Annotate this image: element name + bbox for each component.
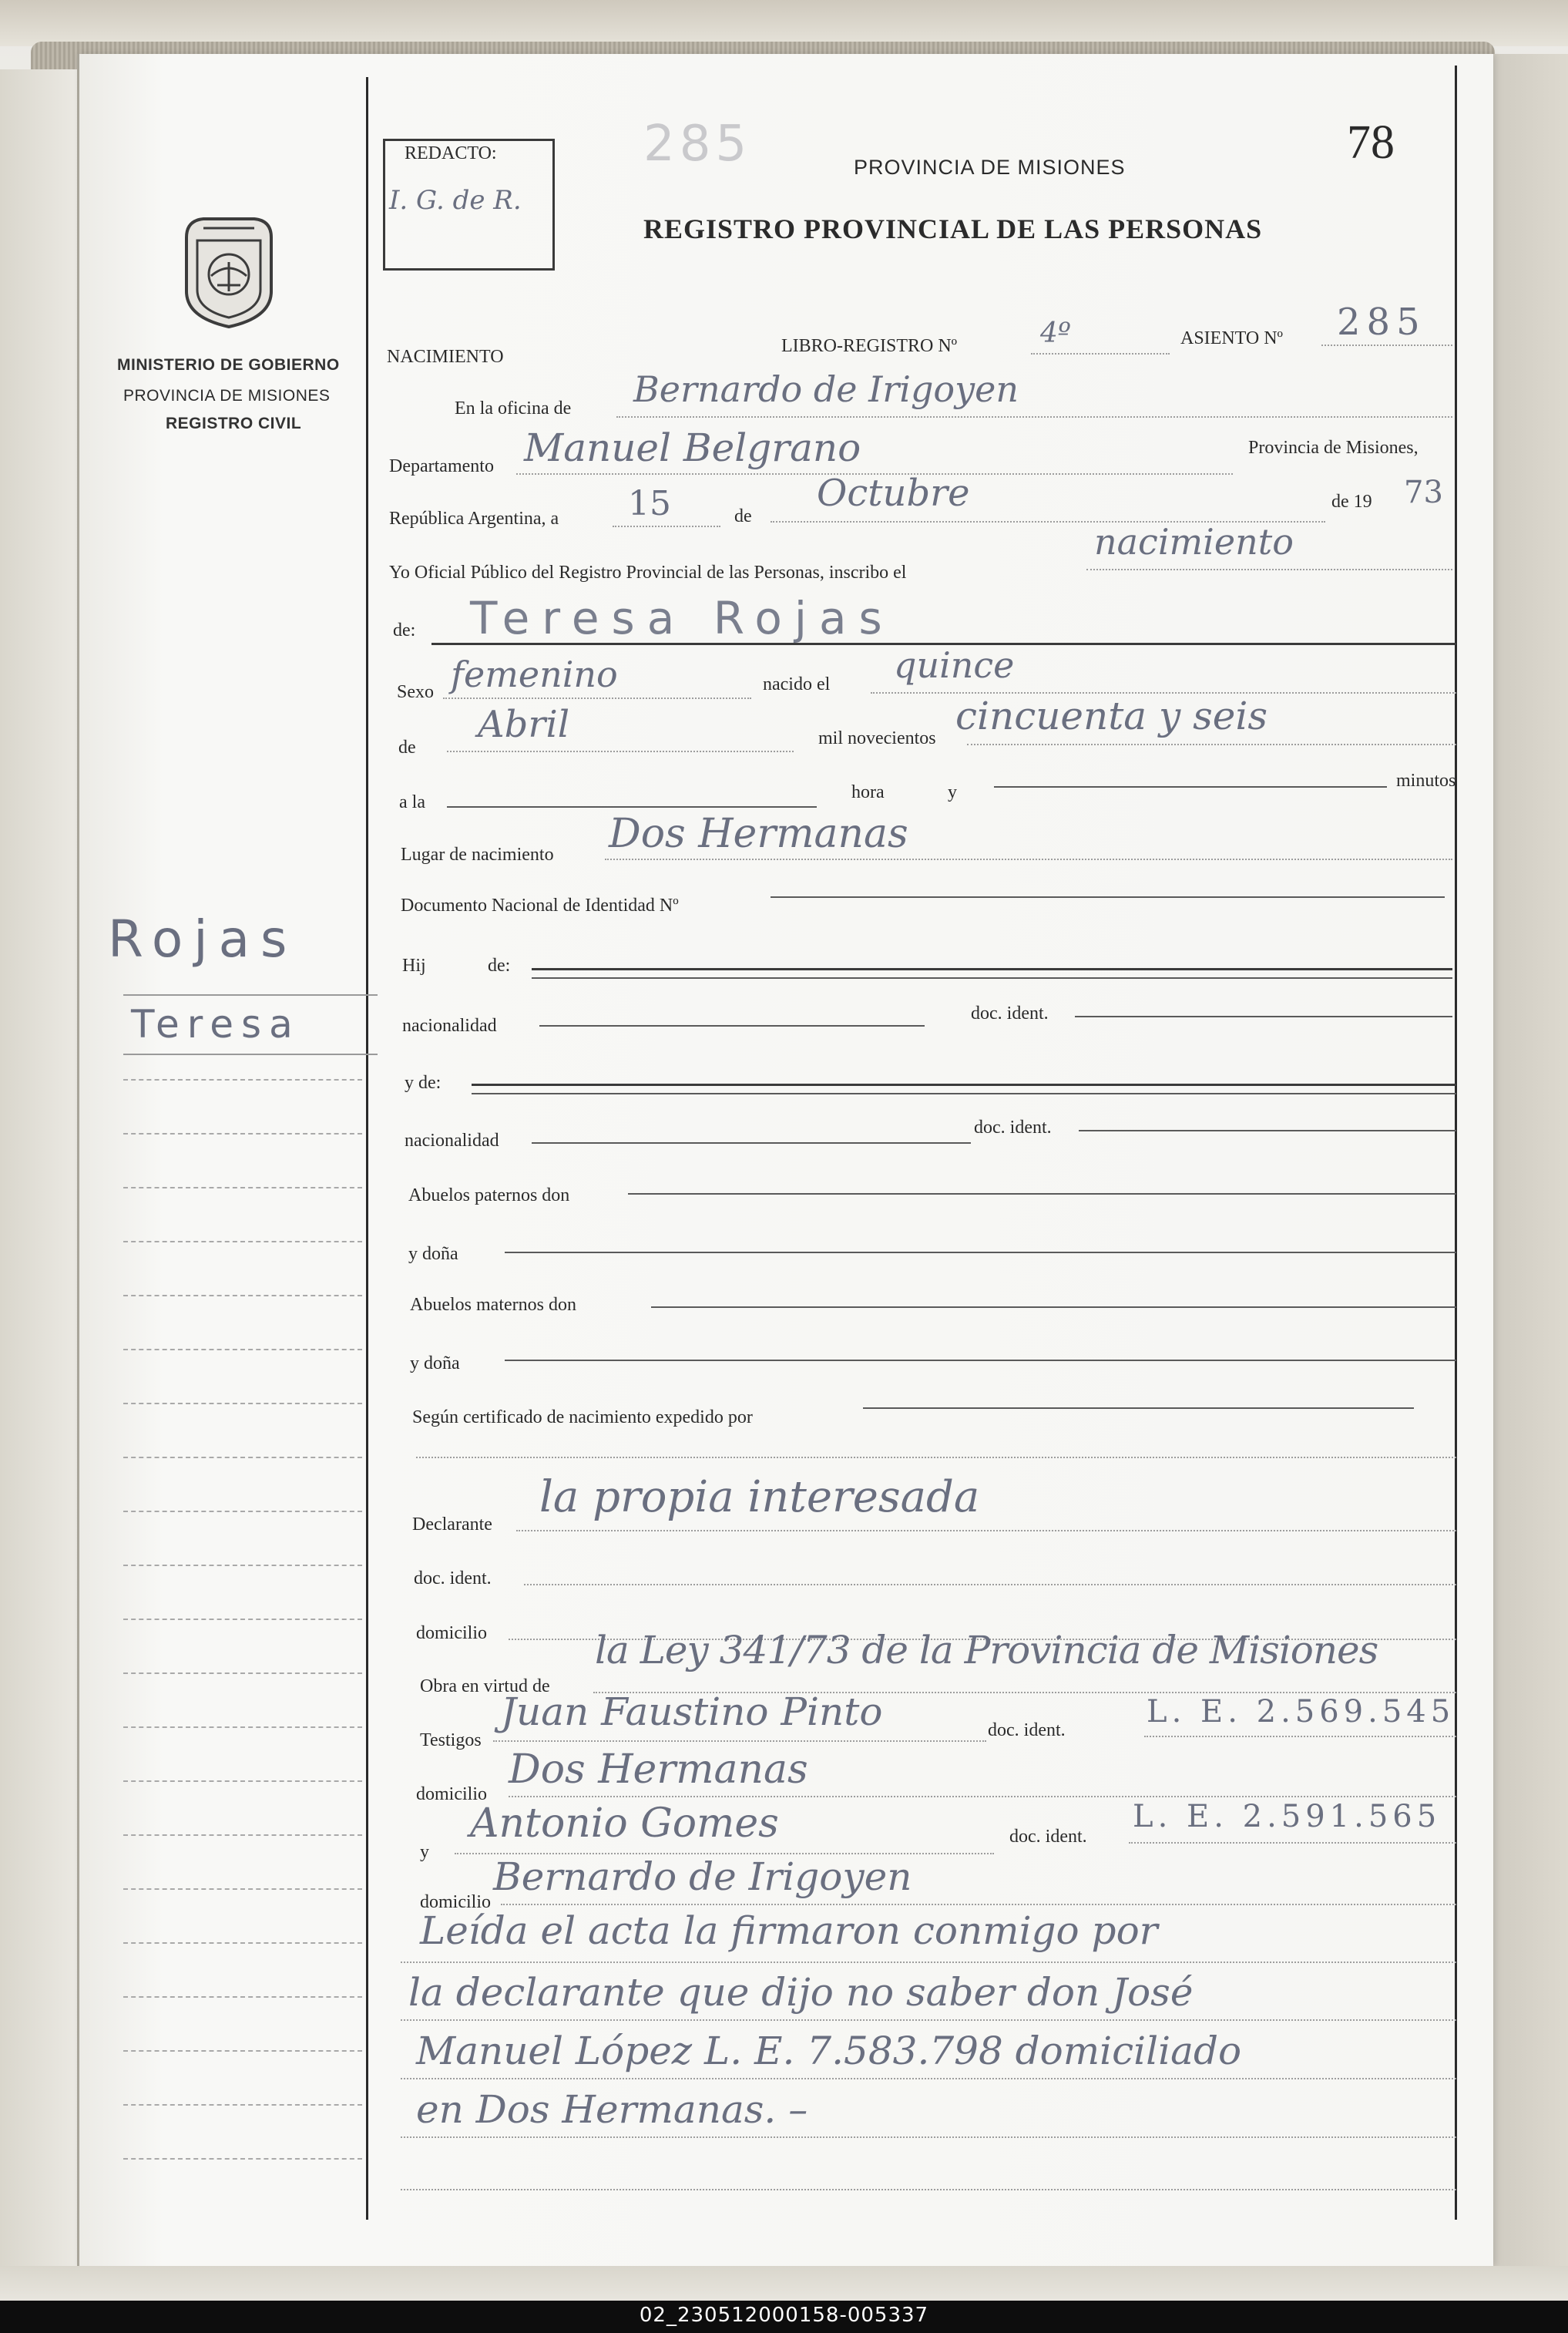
doc-ident-label-4: doc. ident. (988, 1720, 1066, 1740)
ministry-line-1: MINISTERIO DE GOBIERNO (117, 356, 340, 374)
lugar-value: Dos Hermanas (609, 811, 908, 857)
domicilio2-value: Bernardo de Irigoyen (493, 1854, 912, 1899)
ydona-line-2 (505, 1360, 1456, 1361)
documento-label: Documento Nacional de Identidad Nº (401, 896, 679, 916)
abuelos-paternos-line (628, 1193, 1456, 1195)
sexo-value: femenino (451, 654, 618, 695)
testigo1-doc: L. E. 2.569.545 (1147, 1694, 1456, 1730)
ministry-line-3: REGISTRO CIVIL (166, 415, 302, 432)
margin-rule-line (123, 1942, 362, 1944)
observacion-rule-5 (401, 2189, 1456, 2190)
margin-rule-line (123, 1996, 362, 1998)
book-top-edge (0, 0, 1568, 46)
de4-label: de: (488, 956, 511, 976)
margin-rule-line (123, 1672, 362, 1674)
hij-line-2 (532, 977, 1452, 979)
obra-value: la Ley 341/73 de la Provincia de Misiones (595, 1628, 1378, 1672)
redacto-value: I. G. de R. (389, 185, 522, 216)
margin-rule-line (123, 2104, 362, 2106)
documento-line (771, 896, 1445, 898)
de2-label: de: (393, 620, 416, 640)
domicilio-label-3: domicilio (420, 1892, 491, 1912)
observacion-line-2: la declarante que dijo no saber don José (408, 1970, 1194, 2015)
departamento-label: Departamento (389, 456, 494, 476)
nacionalidad-label-1: nacionalidad (402, 1016, 497, 1036)
anio-nac-line (967, 744, 1456, 745)
margin-rule-line (123, 1834, 362, 1836)
libro-label: LIBRO-REGISTRO Nº (781, 336, 958, 356)
abuelos-maternos-label: Abuelos maternos don (410, 1295, 576, 1315)
domicilio2-line (501, 1904, 1456, 1905)
margin-rule-line (123, 2158, 362, 2160)
testigo1-line (493, 1740, 986, 1742)
minutos-label: minutos (1396, 771, 1456, 791)
margin-rule-line (123, 1349, 362, 1350)
oficina-label: En la oficina de (455, 398, 572, 419)
declarante-line (516, 1530, 1456, 1531)
abuelos-paternos-label: Abuelos paternos don (408, 1185, 570, 1205)
nacionalidad-label-2: nacionalidad (405, 1131, 499, 1151)
right-page-edge (1491, 54, 1568, 2266)
domicilio-label-2: domicilio (416, 1784, 487, 1804)
mil-label: mil novecientos (818, 728, 936, 748)
de3-label: de (398, 738, 416, 758)
margin-rule-line (123, 1565, 362, 1566)
margin-name-rule-2 (123, 1054, 378, 1055)
mes-value: Octubre (817, 472, 970, 515)
margin-rule-line (123, 1726, 362, 1728)
margin-rule-line (123, 1457, 362, 1458)
doc-ident-label-3: doc. ident. (414, 1568, 492, 1588)
segun-line-2 (416, 1457, 1456, 1458)
hora-line (447, 806, 817, 808)
observacion-rule-3 (401, 2078, 1456, 2079)
asiento-value: 285 (1337, 301, 1426, 344)
lugar-label: Lugar de nacimiento (401, 845, 554, 865)
testigo2-doc-line (1129, 1842, 1456, 1844)
ydona-label-2: y doña (410, 1353, 460, 1373)
registry-title: REGISTRO PROVINCIAL DE LAS PERSONAS (643, 213, 1263, 244)
page-number: 78 (1347, 116, 1395, 169)
anio-nac-value: cincuenta y seis (955, 694, 1268, 738)
doc-ident-label-2: doc. ident. (974, 1118, 1052, 1138)
margin-rule-line (123, 1888, 362, 1890)
margin-rule-line (123, 1619, 362, 1620)
dia-value: 15 (628, 484, 671, 523)
stamp-number: 285 (643, 116, 752, 173)
yde-line (472, 1084, 1456, 1086)
libro-value: 4º (1040, 318, 1071, 349)
segun-label: Según certificado de nacimiento expedido por (412, 1407, 753, 1427)
nombre-value: Teresa Rojas (470, 592, 895, 644)
republica-label: República Argentina, a (389, 509, 559, 529)
domicilio1-line (509, 1796, 1456, 1797)
nacionalidad-line-2 (532, 1142, 971, 1144)
hij-line (532, 968, 1452, 970)
libro-line (1031, 353, 1170, 355)
province-heading: PROVINCIA DE MISIONES (854, 156, 1126, 179)
segun-line (863, 1407, 1414, 1409)
ydona-line-1 (505, 1252, 1456, 1253)
yde-line-2 (472, 1093, 1456, 1094)
asiento-line (1321, 345, 1452, 346)
yde-label: y de: (405, 1073, 442, 1093)
left-page-edge (0, 69, 77, 2281)
footer-code: 02_230512000158-005337 (639, 2304, 929, 2327)
doc-ident-label-5: doc. ident. (1009, 1827, 1087, 1847)
ydona-label-1: y doña (408, 1244, 458, 1264)
departamento-value: Manuel Belgrano (524, 425, 861, 470)
observacion-rule-4 (401, 2136, 1456, 2138)
doc-ident-line-2 (1079, 1130, 1456, 1131)
sexo-line (443, 698, 751, 699)
margin-rule-line (123, 2050, 362, 2052)
oficina-line (616, 416, 1452, 418)
testigo2-doc: L. E. 2.591.565 (1133, 1799, 1442, 1834)
nacido-label: nacido el (763, 674, 831, 694)
margin-rule-line (123, 1133, 362, 1135)
doc-ident-line-3 (524, 1584, 1456, 1585)
provincia-label: Provincia de Misiones, (1248, 438, 1419, 458)
sexo-label: Sexo (397, 682, 434, 702)
declarante-value: la propia interesada (539, 1472, 980, 1522)
margin-name-rule (123, 994, 378, 996)
domicilio1-value: Dos Hermanas (509, 1746, 808, 1793)
observacion-rule-1 (401, 1962, 1456, 1963)
margin-rule-line (123, 1511, 362, 1512)
observacion-line-1: Leída el acta la firmaron conmigo por (420, 1908, 1158, 1953)
nacimiento-label: NACIMIENTO (387, 347, 504, 367)
observacion-rule-2 (401, 2019, 1456, 2021)
margin-rule-line (123, 1295, 362, 1296)
doc-ident-label-1: doc. ident. (971, 1003, 1049, 1024)
minutos-line (994, 786, 1387, 788)
ministry-line-2: PROVINCIA DE MISIONES (123, 387, 331, 405)
nacionalidad-line-1 (539, 1025, 925, 1027)
obra-label: Obra en virtud de (420, 1676, 550, 1696)
anio-label: de 19 (1331, 492, 1372, 512)
margin-surname: Rojas (108, 909, 298, 969)
doc-ident-line-1 (1075, 1016, 1452, 1017)
hora-label: hora (851, 782, 885, 802)
margin-rule-line (123, 1403, 362, 1404)
redacto-label: REDACTO: (405, 143, 497, 163)
book-bottom-edge (0, 2266, 1568, 2301)
dia-line (613, 526, 720, 527)
de-label: de (734, 506, 752, 526)
lugar-line (605, 859, 1452, 860)
testigo1-value: Juan Faustino Pinto (501, 1689, 883, 1734)
testigos-label: Testigos (420, 1730, 482, 1750)
oficina-value: Bernardo de Irigoyen (633, 368, 1019, 410)
observacion-line-4: en Dos Hermanas. – (416, 2087, 808, 2132)
oficial-label: Yo Oficial Público del Registro Provincial de las Personas, inscribo el (389, 563, 907, 583)
asiento-label: ASIENTO Nº (1180, 328, 1283, 348)
margin-rule-line (123, 1241, 362, 1242)
observacion-line-3: Manuel López L. E. 7.583.798 domiciliado (416, 2029, 1242, 2073)
declarante-label: Declarante (412, 1514, 492, 1535)
mes-nac-value: Abril (478, 703, 570, 746)
margin-rule-line (123, 1780, 362, 1782)
province-seal-icon (180, 214, 277, 330)
inscribo-value: nacimiento (1094, 521, 1294, 563)
margin-rule-line (123, 1079, 362, 1081)
testigo1-doc-line (1144, 1736, 1456, 1737)
y2-label: y (420, 1842, 429, 1862)
margin-rule (366, 77, 368, 2220)
margin-given-name: Teresa (131, 1002, 301, 1047)
abuelos-maternos-line (651, 1306, 1456, 1308)
mes-nac-line (447, 751, 794, 752)
testigo2-value: Antonio Gomes (470, 1800, 779, 1847)
inscribo-line (1086, 569, 1452, 570)
hij-label: Hij (402, 956, 426, 976)
anio-value: 73 (1404, 475, 1443, 510)
domicilio-label-1: domicilio (416, 1623, 487, 1643)
margin-rule-line (123, 1187, 362, 1188)
right-rule (1455, 66, 1457, 2220)
ala-label: a la (399, 792, 425, 812)
nacido-value: quince (894, 644, 1015, 686)
y-label: y (948, 782, 957, 802)
